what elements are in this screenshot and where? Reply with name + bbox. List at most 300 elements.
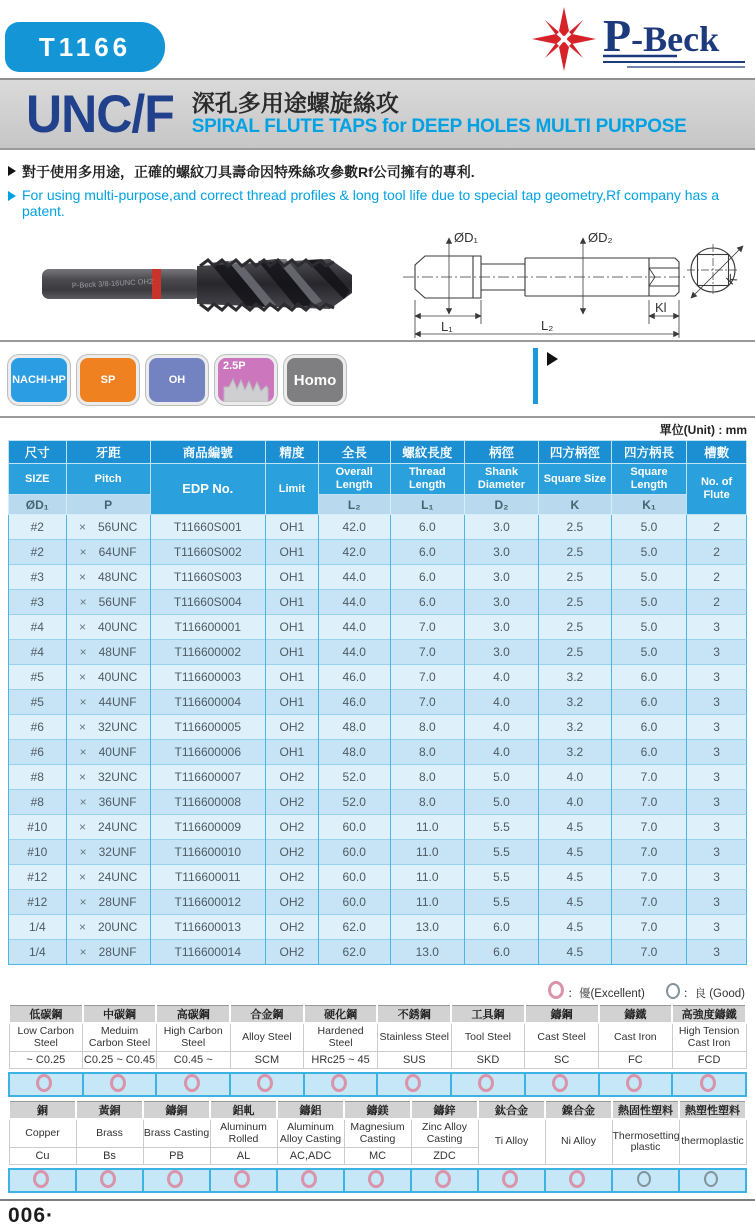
material-rating-cell — [83, 1073, 157, 1096]
excellent-rating-icon — [552, 1074, 568, 1092]
limit-cell: OH1 — [265, 515, 318, 540]
overall-length-cell: 44.0 — [318, 615, 390, 640]
bullet-item — [8, 162, 755, 182]
material-rating-cell — [277, 1169, 344, 1192]
thread-length-cell: 13.0 — [390, 915, 465, 940]
legend-excellent: ：優(Excellent) — [567, 988, 645, 1000]
material-name-en: High Tension Cast Iron — [672, 1023, 746, 1052]
material-name-en: Aluminum Alloy Casting — [277, 1119, 344, 1148]
spec-row — [9, 690, 747, 715]
title-chinese: 深孔多用途螺旋絲攻 — [191, 89, 399, 116]
material-name-cn: 鈦合金 — [478, 1102, 545, 1120]
badge-label: Homo — [293, 371, 337, 389]
pitch-cell: × 48UNF — [66, 640, 150, 665]
thread-length-cell: 7.0 — [390, 615, 465, 640]
spec-row — [9, 590, 747, 615]
square-length-cell: 5.0 — [611, 590, 686, 615]
flute-count-cell: 3 — [687, 840, 747, 865]
flute-count-cell: 2 — [687, 565, 747, 590]
pitch-cell: × 24UNC — [66, 865, 150, 890]
material-name-cn: 工具鋼 — [451, 1006, 525, 1024]
edp-cell: T11660S003 — [150, 565, 265, 590]
excellent-rating-icon — [257, 1074, 273, 1092]
flute-count-cell: 3 — [687, 640, 747, 665]
material-rating-cell — [230, 1073, 304, 1096]
limit-cell: OH2 — [265, 815, 318, 840]
catalog-code-badge — [5, 22, 165, 72]
material-name-en: Low Carbon Steel — [9, 1023, 83, 1052]
material-name-en: High Carbon Steel — [156, 1023, 230, 1052]
material-rating-cell — [76, 1169, 143, 1192]
material-name-en: Magnesium Casting — [344, 1119, 411, 1148]
thread-length-cell: 6.0 — [390, 590, 465, 615]
square-size-cell: 4.0 — [538, 765, 611, 790]
spec-header-cell: Square Size — [538, 464, 611, 495]
title-band — [0, 78, 755, 150]
title-english: SPIRAL FLUTE TAPS for DEEP HOLES MULTI PURPOSE — [191, 116, 687, 138]
excellent-rating-icon — [234, 1170, 250, 1188]
spec-row — [9, 790, 747, 815]
square-length-cell: 5.0 — [611, 640, 686, 665]
square-length-cell: 7.0 — [611, 865, 686, 890]
material-rating-cell — [344, 1169, 411, 1192]
overall-length-cell: 42.0 — [318, 515, 390, 540]
square-size-cell: 4.5 — [538, 865, 611, 890]
shank-diameter-cell: 4.0 — [465, 715, 539, 740]
legend-good: ：良 (Good) — [683, 988, 745, 1000]
bullet-arrow-icon — [8, 191, 16, 201]
pitch-cell: × 44UNF — [66, 690, 150, 715]
overall-length-cell: 44.0 — [318, 640, 390, 665]
size-cell: 1/4 — [9, 915, 67, 940]
material-table-nonferrous — [8, 1101, 747, 1193]
limit-cell: OH2 — [265, 865, 318, 890]
square-length-cell: 7.0 — [611, 890, 686, 915]
thread-length-cell: 11.0 — [390, 890, 465, 915]
unit-label: 單位(Unit) : mm — [659, 423, 747, 437]
overall-length-cell: 48.0 — [318, 740, 390, 765]
size-cell: #3 — [9, 590, 67, 615]
spec-header-en-row — [9, 464, 747, 495]
overall-length-cell: 52.0 — [318, 790, 390, 815]
material-name-en: Brass — [76, 1119, 143, 1148]
edp-cell: T116600005 — [150, 715, 265, 740]
badge-homo — [284, 355, 346, 405]
square-length-cell: 5.0 — [611, 515, 686, 540]
badges-row — [0, 342, 755, 416]
flute-count-cell: 3 — [687, 615, 747, 640]
material-rating-cell — [612, 1169, 679, 1192]
excellent-rating-icon — [301, 1170, 317, 1188]
thread-length-cell: 7.0 — [390, 665, 465, 690]
spec-header-cell: 槽數 — [687, 441, 747, 464]
spec-header-cell: EDP No. — [150, 464, 265, 515]
tap-marking-text: P-Beck 3/8-16UNC OH2 — [71, 276, 154, 290]
material-name-en: Ni Alloy — [545, 1119, 612, 1165]
spec-row — [9, 715, 747, 740]
excellent-rating-icon — [100, 1170, 116, 1188]
flute-count-cell: 3 — [687, 815, 747, 840]
spec-header-cell: K — [538, 495, 611, 515]
material-name-en: Brass Casting — [143, 1119, 210, 1148]
thread-length-cell: 8.0 — [390, 790, 465, 815]
spec-header-cell: P — [66, 495, 150, 515]
square-size-cell: 4.5 — [538, 915, 611, 940]
overall-length-cell: 60.0 — [318, 815, 390, 840]
material-name-en: Zinc Alloy Casting — [411, 1119, 478, 1148]
material-name-en: Stainless Steel — [377, 1023, 451, 1052]
limit-cell: OH1 — [265, 615, 318, 640]
diagram-label-d2: ØD₂ — [588, 230, 613, 245]
shank-diameter-cell: 3.0 — [465, 540, 539, 565]
edp-cell: T116600014 — [150, 940, 265, 965]
thread-length-cell: 6.0 — [390, 565, 465, 590]
material-code: C0.45 ~ — [156, 1052, 230, 1069]
spec-header-cell: Thread Length — [390, 464, 465, 495]
square-length-cell: 7.0 — [611, 840, 686, 865]
material-rating-cell — [478, 1169, 545, 1192]
size-cell: 1/4 — [9, 940, 67, 965]
edp-cell: T116600007 — [150, 765, 265, 790]
flute-count-cell: 2 — [687, 515, 747, 540]
badge-label: NACHI-HP — [12, 374, 66, 386]
size-cell: #10 — [9, 815, 67, 840]
pitch-cell: × 36UNF — [66, 790, 150, 815]
pitch-cell: × 40UNC — [66, 615, 150, 640]
material-code: ZDC — [411, 1148, 478, 1165]
thread-length-cell: 11.0 — [390, 865, 465, 890]
diagram-label-l1: L₁ — [441, 319, 453, 334]
good-rating-icon — [666, 983, 680, 999]
shank-diameter-cell: 5.5 — [465, 890, 539, 915]
excellent-rating-icon — [700, 1074, 716, 1092]
bullet-text-en: For using multi-purpose,and correct thread profiles & long tool life due to special tap geometry,Rf company has a patent. — [22, 187, 719, 219]
spec-row — [9, 765, 747, 790]
excellent-rating-icon — [110, 1074, 126, 1092]
flute-count-cell: 3 — [687, 915, 747, 940]
pitch-cell: × 56UNC — [66, 515, 150, 540]
tap-diagram — [397, 224, 749, 342]
page-number: 006· — [8, 1204, 55, 1227]
size-cell: #12 — [9, 865, 67, 890]
overall-length-cell: 44.0 — [318, 590, 390, 615]
excellent-rating-icon — [502, 1170, 518, 1188]
limit-cell: OH2 — [265, 915, 318, 940]
excellent-rating-icon — [33, 1170, 49, 1188]
spec-header-cell: 四方柄長 — [611, 441, 686, 464]
size-cell: #8 — [9, 765, 67, 790]
spec-header-cell: SIZE — [9, 464, 67, 495]
spec-row — [9, 565, 747, 590]
material-name-cn: 不銹鋼 — [377, 1006, 451, 1024]
spec-row — [9, 840, 747, 865]
size-cell: #10 — [9, 840, 67, 865]
spec-header-cell: K₁ — [611, 495, 686, 515]
pitch-cell: × 40UNC — [66, 665, 150, 690]
thread-length-cell: 6.0 — [390, 540, 465, 565]
material-name-en: Cast Iron — [599, 1023, 673, 1052]
feature-bullets — [8, 162, 755, 219]
spec-header-cell: 螺紋長度 — [390, 441, 465, 464]
square-size-cell: 2.5 — [538, 615, 611, 640]
tap-photo — [14, 233, 364, 333]
excellent-rating-icon — [435, 1170, 451, 1188]
shank-diameter-cell: 3.0 — [465, 515, 539, 540]
page-header — [0, 0, 755, 78]
excellent-rating-icon — [167, 1170, 183, 1188]
thread-length-cell: 7.0 — [390, 640, 465, 665]
flute-count-cell: 3 — [687, 715, 747, 740]
spec-row — [9, 665, 747, 690]
overall-length-cell: 48.0 — [318, 715, 390, 740]
overall-length-cell: 52.0 — [318, 765, 390, 790]
material-name-cn: 硬化鋼 — [304, 1006, 378, 1024]
compass-star-icon — [532, 7, 596, 71]
limit-cell: OH2 — [265, 715, 318, 740]
material-name-cn: 低碳鋼 — [9, 1006, 83, 1024]
limit-cell: OH1 — [265, 590, 318, 615]
limit-cell: OH1 — [265, 740, 318, 765]
spec-header-cell: Pitch — [66, 464, 150, 495]
excellent-rating-icon — [331, 1074, 347, 1092]
spec-header-cell: L₂ — [318, 495, 390, 515]
material-rating-cell — [411, 1169, 478, 1192]
limit-cell: OH1 — [265, 540, 318, 565]
spec-header-cell: 商品編號 — [150, 441, 265, 464]
flute-count-cell: 3 — [687, 740, 747, 765]
material-name-cn: 高強度鑄鐵 — [672, 1006, 746, 1024]
badge-sp — [77, 355, 139, 405]
square-size-cell: 4.5 — [538, 890, 611, 915]
flute-count-cell: 3 — [687, 690, 747, 715]
flute-count-cell: 3 — [687, 940, 747, 965]
thread-length-cell: 13.0 — [390, 940, 465, 965]
bullet-arrow-icon — [8, 166, 16, 176]
badge-label: 2.5P — [223, 360, 246, 372]
pitch-cell: × 32UNC — [66, 765, 150, 790]
pitch-cell: × 40UNF — [66, 740, 150, 765]
spec-table — [8, 440, 747, 965]
thread-length-cell: 11.0 — [390, 840, 465, 865]
shank-diameter-cell: 3.0 — [465, 640, 539, 665]
limit-cell: OH2 — [265, 940, 318, 965]
shank-diameter-cell: 3.0 — [465, 615, 539, 640]
material-name-cn: 熱塑性塑料 — [679, 1102, 746, 1120]
material-rating-cell — [304, 1073, 378, 1096]
material-name-cn: 黃銅 — [76, 1102, 143, 1120]
material-header-row — [9, 1006, 746, 1024]
excellent-rating-icon — [478, 1074, 494, 1092]
size-cell: #5 — [9, 690, 67, 715]
shank-diameter-cell: 5.0 — [465, 790, 539, 815]
material-code: MC — [344, 1148, 411, 1165]
material-name-en: Aluminum Rolled — [210, 1119, 277, 1148]
diagram-label-l2: L₂ — [541, 318, 554, 333]
square-size-cell: 3.2 — [538, 665, 611, 690]
limit-cell: OH1 — [265, 665, 318, 690]
shank-diameter-cell: 4.0 — [465, 740, 539, 765]
material-code: AC,ADC — [277, 1148, 344, 1165]
spec-row — [9, 740, 747, 765]
material-name-cn: 鑄鋅 — [411, 1102, 478, 1120]
shank-diameter-cell: 5.0 — [465, 765, 539, 790]
square-size-cell: 2.5 — [538, 565, 611, 590]
limit-cell: OH2 — [265, 765, 318, 790]
spec-row — [9, 640, 747, 665]
diagram-label-d1: ØD₁ — [454, 230, 478, 245]
square-length-cell: 5.0 — [611, 615, 686, 640]
badge-label: SP — [100, 374, 116, 386]
square-size-cell: 2.5 — [538, 515, 611, 540]
shank-diameter-cell: 5.5 — [465, 865, 539, 890]
material-rating-row — [9, 1169, 746, 1192]
material-rating-cell — [679, 1169, 746, 1192]
edp-cell: T116600006 — [150, 740, 265, 765]
badge-label: OH — [168, 374, 186, 386]
flute-count-cell: 3 — [687, 865, 747, 890]
spec-header-cell: 尺寸 — [9, 441, 67, 464]
size-cell: #2 — [9, 540, 67, 565]
edp-cell: T116600002 — [150, 640, 265, 665]
material-rating-row — [9, 1073, 746, 1096]
shank-diameter-cell: 5.5 — [465, 815, 539, 840]
overall-length-cell: 62.0 — [318, 940, 390, 965]
spec-row — [9, 940, 747, 965]
brand-logo-graphic — [531, 6, 749, 72]
overall-length-cell: 60.0 — [318, 890, 390, 915]
material-name-cn: 鑄鐵 — [599, 1006, 673, 1024]
square-length-cell: 5.0 — [611, 540, 686, 565]
excellent-rating-icon — [548, 981, 564, 999]
material-name-cn: 鋁軋 — [210, 1102, 277, 1120]
badge-2-5p — [215, 355, 277, 405]
good-rating-icon — [637, 1171, 651, 1187]
product-series-title: UNC/F — [26, 84, 174, 144]
thread-profile-icon — [222, 376, 270, 402]
spec-header-cell: L₁ — [390, 495, 465, 515]
diagram-label-kl: Kl — [655, 300, 667, 315]
spec-header-cell: ØD₁ — [9, 495, 67, 515]
square-size-cell: 3.2 — [538, 715, 611, 740]
spec-header-cell: Shank Diameter — [465, 464, 539, 495]
thread-length-cell: 8.0 — [390, 715, 465, 740]
spec-header-cell: No. of Flute — [687, 464, 747, 515]
spec-row — [9, 915, 747, 940]
material-rating-cell — [156, 1073, 230, 1096]
spec-row — [9, 540, 747, 565]
material-name-en: Cast Steel — [525, 1023, 599, 1052]
square-size-cell: 3.2 — [538, 740, 611, 765]
material-header-row — [9, 1102, 746, 1120]
material-name-en: Hardened Steel — [304, 1023, 378, 1052]
square-length-cell: 5.0 — [611, 565, 686, 590]
spec-header-cell: 精度 — [265, 441, 318, 464]
material-rating-cell — [9, 1073, 83, 1096]
pitch-cell: × 32UNF — [66, 840, 150, 865]
size-cell: #12 — [9, 890, 67, 915]
pitch-cell: × 28UNF — [66, 890, 150, 915]
shank-diameter-cell: 6.0 — [465, 940, 539, 965]
material-code: AL — [210, 1148, 277, 1165]
thread-length-cell: 6.0 — [390, 515, 465, 540]
edp-cell: T116600001 — [150, 615, 265, 640]
excellent-rating-icon — [626, 1074, 642, 1092]
material-name-en: Meduim Carbon Steel — [83, 1023, 157, 1052]
pitch-cell: × 20UNC — [66, 915, 150, 940]
material-name-en: Tool Steel — [451, 1023, 525, 1052]
material-name-cn: 高碳鋼 — [156, 1006, 230, 1024]
material-name-cn: 熱固性塑料 — [612, 1102, 679, 1120]
material-name-cn: 鑄鋁 — [277, 1102, 344, 1120]
flute-count-cell: 3 — [687, 765, 747, 790]
edp-cell: T11660S001 — [150, 515, 265, 540]
pitch-cell: × 48UNC — [66, 565, 150, 590]
spec-header-cell: Square Length — [611, 464, 686, 495]
square-size-cell: 4.5 — [538, 815, 611, 840]
size-cell: #8 — [9, 790, 67, 815]
square-size-cell: 4.0 — [538, 790, 611, 815]
shank-diameter-cell: 4.0 — [465, 665, 539, 690]
spec-row — [9, 815, 747, 840]
bullet-text-cn: 對于使用多用途，正確的螺紋刀具壽命因特殊絲攻參數Rf公司擁有的專利. — [22, 164, 475, 180]
material-code: SC — [525, 1052, 599, 1069]
thread-length-cell: 8.0 — [390, 765, 465, 790]
flute-count-cell: 3 — [687, 665, 747, 690]
edp-cell: T116600004 — [150, 690, 265, 715]
material-name-cn: 中碳鋼 — [83, 1006, 157, 1024]
pitch-cell: × 64UNF — [66, 540, 150, 565]
material-code: HRc25 ~ 45 — [304, 1052, 378, 1069]
excellent-rating-icon — [36, 1074, 52, 1092]
square-length-cell: 7.0 — [611, 765, 686, 790]
overall-length-cell: 60.0 — [318, 840, 390, 865]
material-name-en: thermoplastic — [679, 1119, 746, 1165]
spec-header-cell: 柄徑 — [465, 441, 539, 464]
overall-length-cell: 46.0 — [318, 690, 390, 715]
square-size-cell: 4.5 — [538, 940, 611, 965]
material-rating-cell — [672, 1073, 746, 1096]
overall-length-cell: 62.0 — [318, 915, 390, 940]
excellent-rating-icon — [569, 1170, 585, 1188]
thread-length-cell: 7.0 — [390, 690, 465, 715]
material-rating-cell — [9, 1169, 76, 1192]
spec-header-symbol-row — [9, 495, 747, 515]
overall-length-cell: 44.0 — [318, 565, 390, 590]
limit-cell: OH2 — [265, 890, 318, 915]
spec-row — [9, 865, 747, 890]
shank-diameter-cell: 4.0 — [465, 690, 539, 715]
material-rating-cell — [451, 1073, 525, 1096]
spec-header-cn-row — [9, 441, 747, 464]
square-length-cell: 7.0 — [611, 815, 686, 840]
spec-header-cell: D₂ — [465, 495, 539, 515]
material-rating-cell — [545, 1169, 612, 1192]
square-size-cell: 4.5 — [538, 840, 611, 865]
material-code: Cu — [9, 1148, 76, 1165]
edp-cell: T116600009 — [150, 815, 265, 840]
size-cell: #4 — [9, 640, 67, 665]
edp-cell: T116600010 — [150, 840, 265, 865]
material-header-row — [9, 1052, 746, 1069]
excellent-rating-icon — [405, 1074, 421, 1092]
material-name-cn: 銅 — [9, 1102, 76, 1120]
catalog-code: T1166 — [38, 31, 132, 62]
material-code: SKD — [451, 1052, 525, 1069]
divider — [0, 416, 755, 418]
square-size-cell: 2.5 — [538, 540, 611, 565]
brand-logo — [531, 6, 749, 77]
square-length-cell: 7.0 — [611, 940, 686, 965]
